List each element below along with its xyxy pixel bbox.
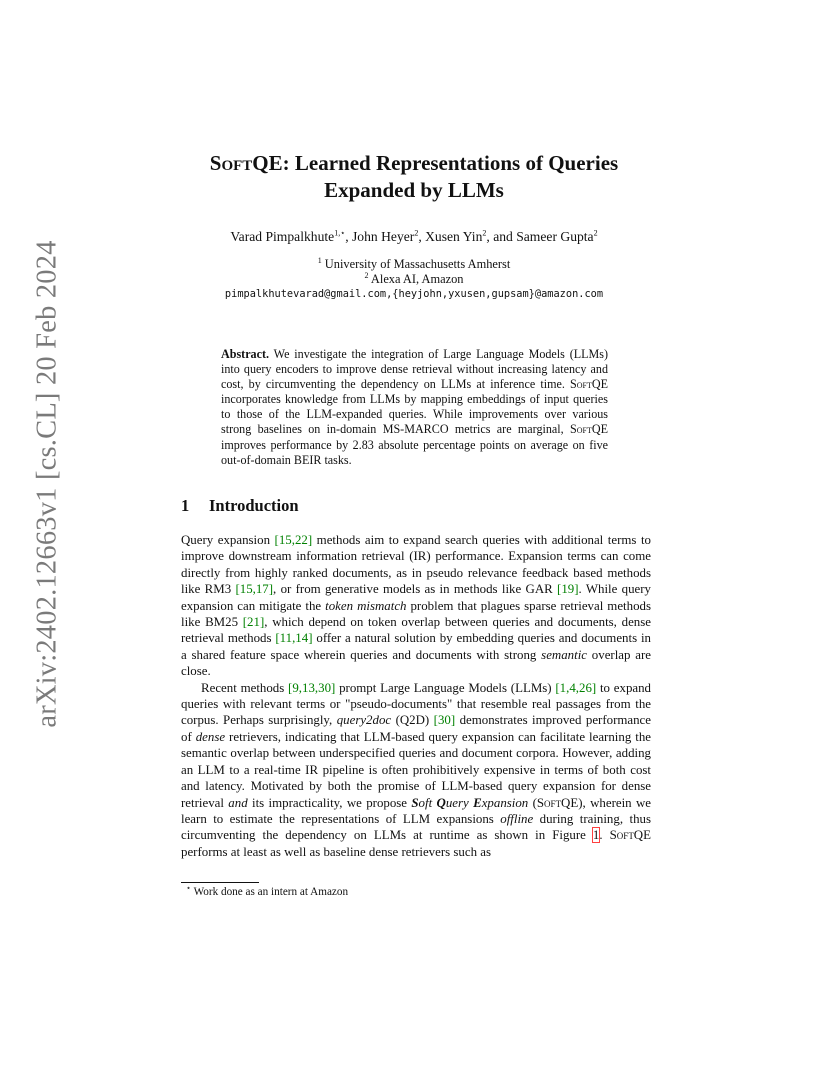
text-run: , which depend on token overlap between queries and documents, dense retrieval methods [181, 615, 651, 646]
author-1: Varad Pimpalkhute [230, 229, 335, 244]
paper-title [120, 150, 708, 204]
text-run: retrievers, indicating that LLM-based query expansion can facilitate learning the semantic overlap between underspecified queries and document corpora. However, adding an LLM to a real-time IR pipeline is often prohibitively expensive in terms of both cost and latency. Motivated by both the promise of LLM-based query expansion for dense retrieval [181, 729, 651, 810]
abstract-text: incorporates knowledge from LLMs by mapping embeddings of input queries to those of the LLM-expanded queries. While improvements over various strong baselines on in-domain MS-MARCO metrics are marginal, [221, 392, 608, 437]
section-heading [181, 496, 299, 516]
body-text [181, 532, 651, 860]
footnote-rule [181, 882, 259, 883]
emphasis: and [228, 795, 248, 810]
citation-link[interactable]: [11,14] [275, 631, 313, 646]
citation-link[interactable]: [19] [557, 582, 579, 597]
method-word: oft [418, 795, 437, 810]
abstract-method-name: SoftQE [570, 377, 608, 392]
citation-link[interactable]: [1,4,26] [555, 680, 597, 695]
method-letter: Q [436, 795, 446, 810]
text-run: ), wherein we learn to estimate the representations of LLM expansions [181, 795, 652, 826]
affiliation-1-mark: 1 [317, 255, 322, 265]
text-run: . While query expansion can mitigate the [181, 582, 651, 613]
method-name: SoftQE [609, 828, 651, 843]
section-title: Introduction [209, 496, 299, 515]
affiliation-2-text: Alexa AI, Amazon [370, 272, 464, 286]
text-run: Query expansion [181, 533, 275, 547]
citation-link[interactable]: [15,17] [235, 582, 274, 597]
abstract-text: improves performance by 2.83 absolute percentage points on average on five out-of-domain BEIR tasks. [221, 437, 608, 467]
author-4-affil-mark: 2 [593, 228, 598, 238]
author-2: , John Heyer [345, 229, 415, 244]
affiliation-2 [120, 272, 708, 287]
text-run: offer a natural solution by embedding queries and documents in a shared feature space wherein queries and documents with strong [181, 631, 651, 662]
arxiv-identifier-text: arXiv:2402.12663v1 [cs.CL] 20 Feb 2024 [32, 240, 63, 728]
text-run: its impracticality, we propose [247, 795, 412, 810]
author-emails: pimpalkhutevarad@gmail.com,{heyjohn,yxusen,gupsam}@amazon.com [224, 288, 604, 300]
emphasis: token mismatch [325, 598, 407, 613]
paragraph-2 [181, 680, 651, 860]
text-run: during training, thus circumventing the dependency on LLMs at runtime as shown in Figure [181, 811, 651, 843]
author-4: , and Sameer Gupta [486, 229, 594, 244]
emphasis: dense [195, 729, 226, 744]
section-number: 1 [181, 496, 190, 515]
abstract [221, 347, 608, 468]
method-letter: S [411, 795, 419, 810]
text-run: performs at least as well as baseline dense retrievers such as [181, 844, 491, 859]
emphasis: offline [500, 811, 534, 826]
emphasis: query2doc [336, 713, 392, 728]
author-1-affil-mark: 1,⋆ [334, 228, 346, 238]
text-run: problem that plagues sparse retrieval methods like BM25 [181, 598, 651, 630]
affiliation-2-mark: 2 [364, 270, 369, 280]
text-run: methods aim to expand search queries with additional terms to improve downstream information retrieval (IR) performance. Expansion terms can come directly from highly ranked documents, as in pseudo relevance feedback based methods like RM3 [181, 533, 651, 597]
footnote-mark: ⋆ [186, 883, 192, 893]
affiliation-1-text: University of Massachusetts Amherst [324, 257, 511, 271]
title-method-name: SoftQE [209, 151, 283, 175]
author-2-affil-mark: 2 [414, 228, 419, 238]
title-line2: Expanded by LLMs [324, 178, 504, 202]
figure-link[interactable]: 1 [592, 828, 600, 843]
text-run: (Q2D) [391, 713, 434, 728]
text-run: , or from generative models as in methods like GAR [273, 582, 558, 597]
footnote-text: Work done as an intern at Amazon [193, 886, 349, 898]
author-3: , Xusen Yin [418, 229, 483, 244]
abstract-label: Abstract. [221, 347, 270, 361]
citation-link[interactable]: [30] [433, 713, 456, 728]
emphasis: semantic [541, 647, 587, 662]
affiliations [120, 257, 708, 302]
citation-link[interactable]: [21] [242, 615, 265, 630]
title-line1: : Learned Representations of Queries [282, 151, 619, 175]
text-run: to expand queries with relevant terms or "pseudo-documents" that resemble real passages from the corpus. Perhaps surprisingly, [181, 680, 652, 728]
arxiv-identifier-stamp [22, 240, 74, 728]
text-run: prompt Large Language Models (LLMs) [335, 680, 556, 695]
abstract-method-name: SoftQE [570, 422, 608, 437]
citation-link[interactable]: [15,22] [274, 533, 313, 547]
affiliation-1 [120, 257, 708, 272]
text-run: demonstrates improved performance of [181, 713, 651, 744]
method-word: xpansion [481, 795, 529, 810]
author-3-affil-mark: 2 [482, 228, 487, 238]
paragraph-1 [181, 532, 651, 680]
abstract-text: We investigate the integration of Large Language Models (LLMs) into query encoders to improve dense retrieval without increasing latency and cost, by circumventing the dependency on LLMs at inference time. [221, 347, 608, 392]
method-letter: E [473, 795, 482, 810]
footnote [186, 883, 349, 898]
text-run: . [599, 828, 610, 843]
method-word: uery [445, 795, 474, 810]
citation-link[interactable]: [9,13,30] [288, 680, 336, 695]
method-name: SoftQE [536, 795, 579, 810]
text-run: overlap are close. [181, 647, 651, 679]
text-run: Recent methods [201, 680, 289, 695]
text-run: ( [528, 795, 537, 810]
author-list [120, 229, 708, 245]
